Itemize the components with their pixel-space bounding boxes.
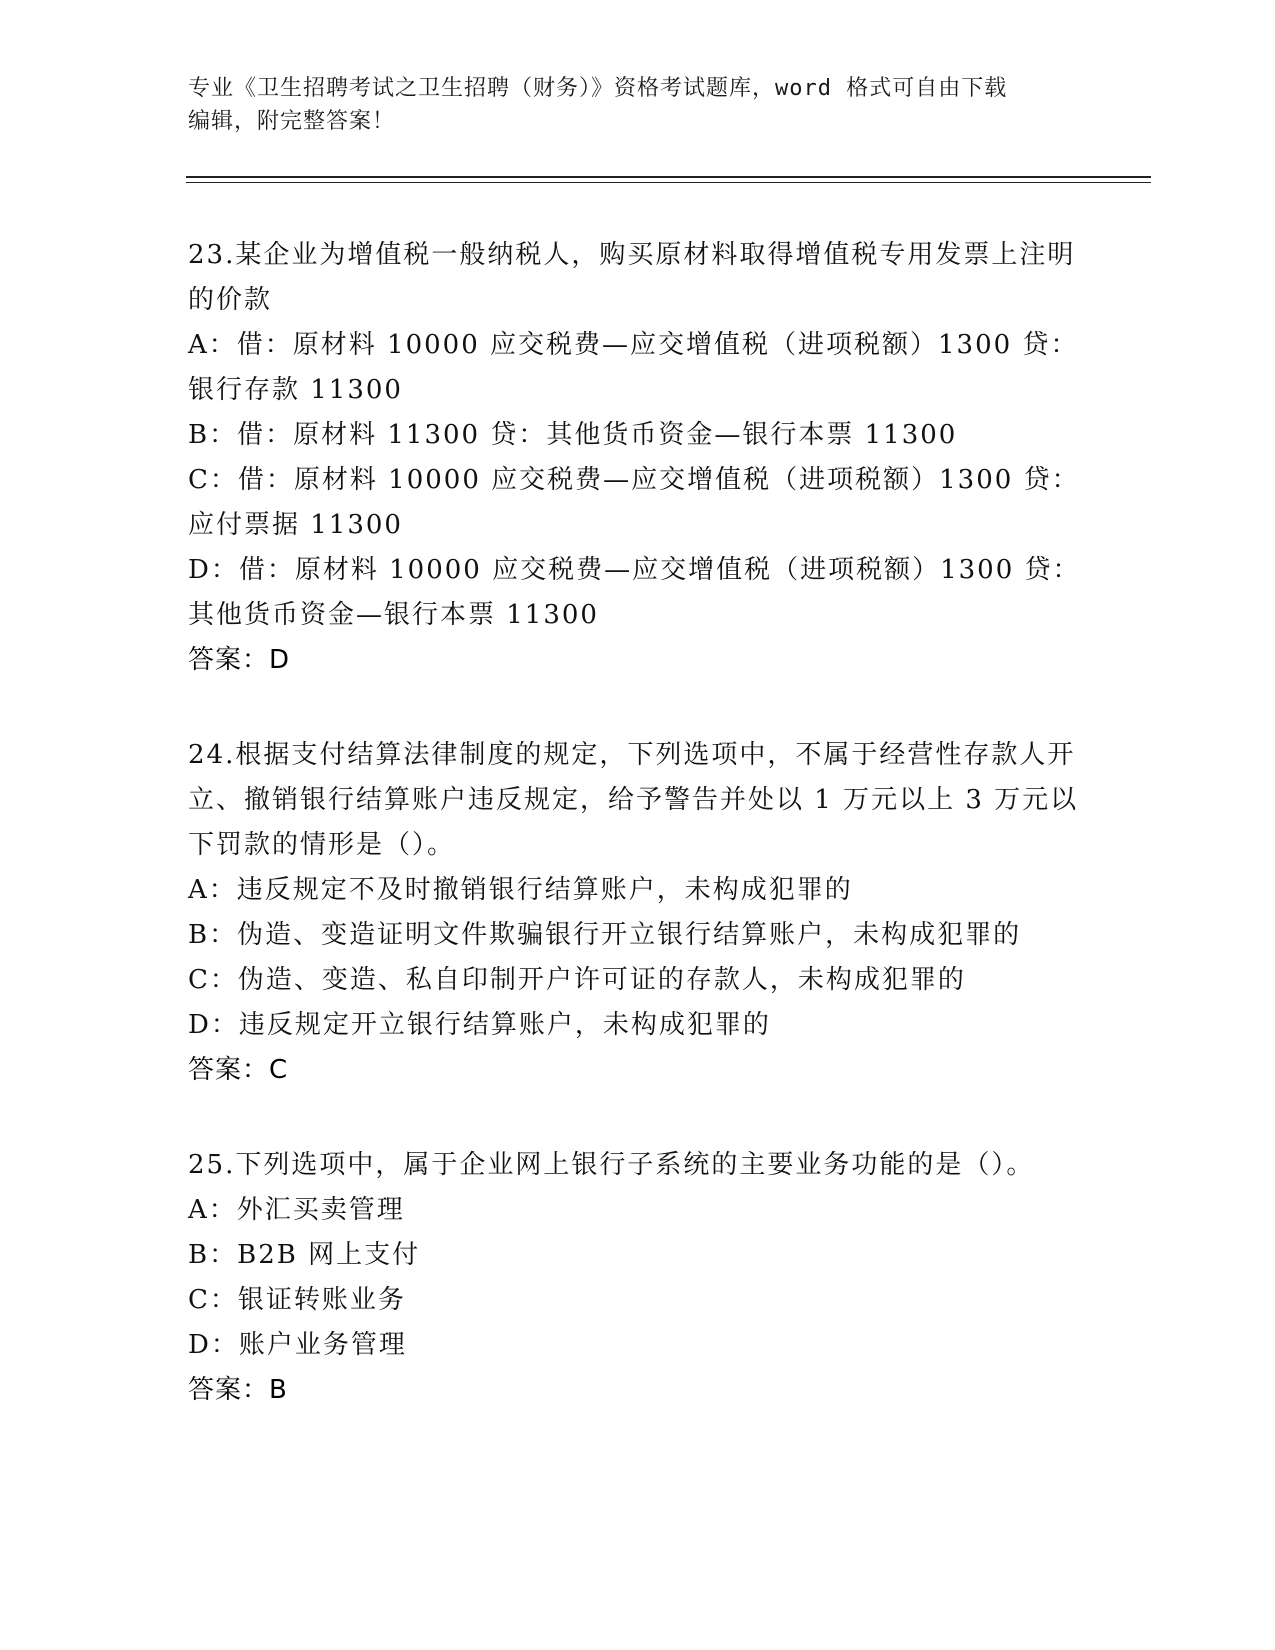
header-line-1: 专业《卫生招聘考试之卫生招聘（财务）》资格考试题库，word 格式可自由下载 [188,76,1008,101]
answer-label: 答案：B [188,1375,288,1405]
option-d: D：借：原材料 10000 应交税费—应交增值税（进项税额）1300 贷：其他货币资金—银行本票 11300 [188,555,1081,630]
option-b: B：借：原材料 11300 贷：其他货币资金—银行本票 11300 [188,420,958,450]
option-d: D：账户业务管理 [188,1330,407,1360]
option-c: C：伪造、变造、私自印制开户许可证的存款人，未构成犯罪的 [188,965,966,995]
option-a: A：外汇买卖管理 [188,1195,405,1225]
option-a: A：违反规定不及时撤销银行结算账户，未构成犯罪的 [188,875,853,905]
header-line-2: 编辑，附完整答案！ [188,109,396,134]
option-d: D：违反规定开立银行结算账户，未构成犯罪的 [188,1010,771,1040]
question-stem: 24.根据支付结算法律制度的规定，下列选项中，不属于经营性存款人开立、撤销银行结算账户违反规定，给予警告并处以 1 万元以上 3 万元以下罚款的情形是（）。 [188,740,1079,860]
option-b: B：伪造、变造证明文件欺骗银行开立银行结算账户，未构成犯罪的 [188,920,1022,950]
answer-label: 答案：D [188,645,291,675]
question-stem: 25.下列选项中，属于企业网上银行子系统的主要业务功能的是（）。 [188,1150,1035,1180]
document-header [188,72,1068,138]
answer-label: 答案：C [188,1055,289,1085]
header-divider-thin [186,182,1151,183]
option-c: C：借：原材料 10000 应交税费—应交增值税（进项税额）1300 贷：应付票据 11300 [188,465,1080,540]
question-23 [188,233,1083,683]
option-b: B：B2B 网上支付 [188,1240,421,1270]
question-stem: 23.某企业为增值税一般纳税人，购买原材料取得增值税专用发票上注明的价款 [188,240,1076,315]
option-c: C：银证转账业务 [188,1285,406,1315]
question-24 [188,733,1083,1093]
header-divider-thick [186,176,1151,178]
option-a: A：借：原材料 10000 应交税费—应交增值税（进项税额）1300 贷：银行存款 11300 [188,330,1079,405]
question-25 [188,1143,1083,1413]
